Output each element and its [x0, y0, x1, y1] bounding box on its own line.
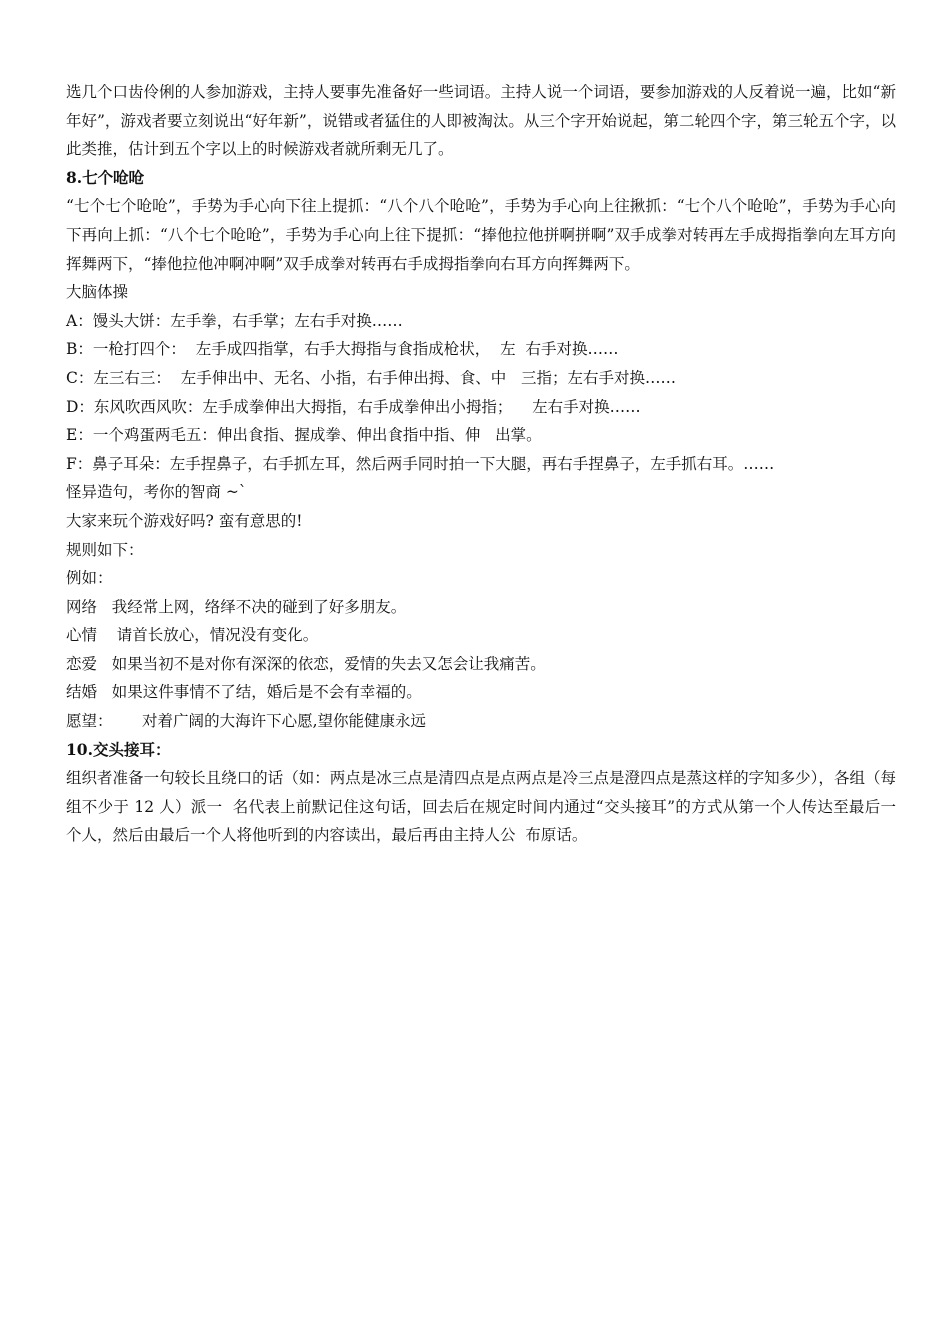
sentence-game-rule: 规则如下： — [66, 540, 144, 559]
game8-body-paragraph: “七个七个呛呛”，手势为手心向下往上提抓：“八个八个呛呛”，手势为手心向上往揪抓：“七个八个呛呛”，手势为手心向下再向上抓：“八个七个呛呛”，手势为手心向上往下提抓：“捧他拉他拼啊拼啊”双手成拳对转再左手成拇指拳向左耳方向挥舞两下，“捧他拉他冲啊冲啊”双手成拳对转再右手成拇指拳向右耳方向挥舞两下。 — [66, 197, 896, 273]
brain-item-c: C：左三右三： 左手伸出中、无名、小指，右手伸出拇、食、中 三指；左右手对换…… — [66, 368, 676, 387]
game10-body-paragraph: 组织者准备一句较长且绕口的话（如：两点是冰三点是清四点是点两点是冷三点是澄四点是蒸这样的字知多少），各组（每组不少于 12 人）派一 名代表上前默记住这句话，回去后在规定时间内通过“交头接耳”的方式从第一个人传达至最后一个人，然后由最后一个人将他听到的内容读出，最后再由主持人公 布原话。 — [66, 769, 896, 845]
sentence-example-network: 网络 我经常上网，络绎不决的碰到了好多朋友。 — [66, 597, 407, 616]
brain-item-d: D：东风吹西风吹：左手成拳伸出大拇指，右手成拳伸出小拇指； 左右手对换…… — [66, 397, 641, 416]
sentence-game-title: 怪异造句，考你的智商 ~` — [66, 483, 247, 502]
game8-heading: 8.七个呛呛 — [66, 167, 145, 187]
sentence-example-love: 恋爱 如果当初不是对你有深深的依恋，爱情的失去又怎会让我痛苦。 — [66, 654, 546, 673]
sentence-game-invite: 大家来玩个游戏好吗? 蛮有意思的! — [66, 511, 303, 530]
document-page — [66, 78, 896, 850]
game7-intro-paragraph: 选几个口齿伶俐的人参加游戏，主持人要事先准备好一些词语。主持人说一个词语，要参加游戏的人反着说一遍，比如“新年好”，游戏者要立刻说出“好年新”，说错或者猛住的人即被淘汰。从三个字开始说起，第二轮四个字，第三轮五个字，以此类推，估计到五个字以上的时候游戏者就所剩无几了。 — [66, 83, 896, 159]
sentence-example-wish: 愿望： 对着广阔的大海许下心愿,望你能健康永远 — [66, 712, 426, 731]
brain-item-a: A：馒头大饼：左手拳，右手掌；左右手对换…… — [66, 311, 403, 330]
brain-item-e: E：一个鸡蛋两毛五：伸出食指、握成拳、伸出食指中指、伸 出掌。 — [66, 426, 542, 445]
sentence-example-mood: 心情 请首长放心，情况没有变化。 — [66, 626, 319, 645]
brain-item-f: F：鼻子耳朵：左手捏鼻子，右手抓左耳，然后两手同时拍一下大腿，再右手捏鼻子，左手抓右耳。…… — [66, 454, 775, 473]
brain-item-b: B：一枪打四个： 左手成四指掌，右手大拇指与食指成枪状， 左 右手对换…… — [66, 340, 619, 359]
sentence-example-marriage: 结婚 如果这件事情不了结，婚后是不会有幸福的。 — [66, 683, 422, 702]
sentence-game-example-label: 例如： — [66, 569, 113, 588]
game10-heading: 10.交头接耳： — [66, 739, 171, 759]
brain-exercise-heading: 大脑体操 — [66, 283, 129, 302]
